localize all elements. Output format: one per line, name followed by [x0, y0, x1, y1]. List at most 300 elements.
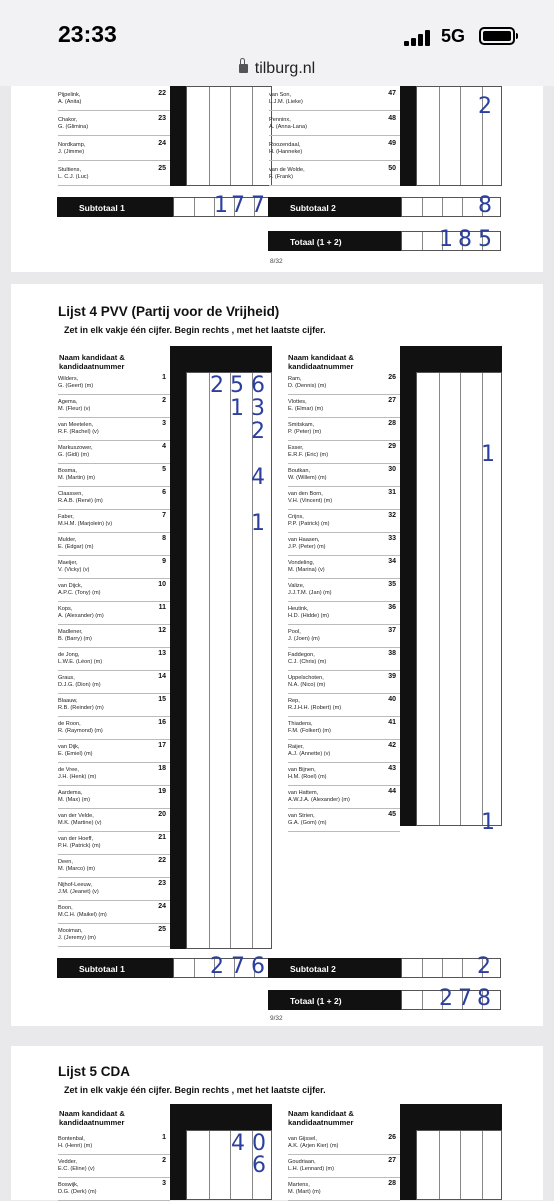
candidate-row — [288, 556, 400, 579]
candidate-row — [288, 1155, 400, 1178]
candidate-number: 32 — [388, 512, 396, 519]
candidate-surname: Vedder, — [58, 1159, 77, 1165]
candidate-initials: L. C.J. (Luc) — [58, 174, 89, 181]
vote-column-black — [170, 346, 186, 949]
candidate-surname: Raijer, — [288, 744, 304, 750]
candidate-row — [288, 487, 400, 510]
candidate-surname: Heutink, — [288, 606, 309, 612]
candidate-number: 1 — [162, 1134, 166, 1141]
candidate-row — [269, 163, 400, 186]
candidate-row — [288, 602, 400, 625]
candidate-initials: A. (Anita) — [58, 99, 82, 106]
candidate-initials: M.C.H. (Maikel) (m) — [58, 912, 107, 919]
candidate-name — [288, 514, 383, 529]
candidate-initials: J.H. (Henk) (m) — [58, 774, 97, 781]
candidate-initials: R.A.B. (René) (m) — [58, 498, 103, 505]
candidate-number: 35 — [388, 581, 396, 588]
candidate-name — [58, 468, 153, 483]
candidate-number: 21 — [158, 834, 166, 841]
vote-boxes-right — [416, 372, 502, 826]
total-label: Totaal (1 + 2) — [268, 231, 401, 251]
candidate-name — [58, 1136, 153, 1151]
candidate-row — [288, 441, 400, 464]
battery-icon — [479, 27, 515, 45]
candidate-initials: B. (Barry) (m) — [58, 636, 92, 643]
candidate-row — [288, 648, 400, 671]
candidate-name — [58, 583, 153, 598]
candidate-initials: F. (Frank) — [269, 174, 293, 181]
candidate-row — [288, 579, 400, 602]
candidate-row — [288, 1132, 400, 1155]
candidate-number: 49 — [388, 140, 396, 147]
candidate-name — [288, 698, 383, 713]
handwritten-digit: 3 — [251, 396, 265, 421]
candidate-initials: P.H. (Patrick) (m) — [58, 843, 101, 850]
candidate-surname: Agema, — [58, 399, 78, 405]
candidate-surname: Faddegon, — [288, 652, 315, 658]
candidate-surname: Nijhof-Leeuw, — [58, 882, 92, 888]
instruction-text: Zet in elk vakje één cijfer. Begin rechts , met het laatste cijfer. — [64, 1085, 326, 1095]
candidate-number: 6 — [162, 489, 166, 496]
candidate-surname: Kops, — [58, 606, 73, 612]
candidate-row — [288, 740, 400, 763]
candidate-number: 13 — [158, 650, 166, 657]
candidate-initials: E.R.F. (Eric) (m) — [288, 452, 329, 459]
vote-header-black — [400, 346, 502, 372]
subtotal-1-label: Subtotaal 1 — [57, 197, 173, 217]
candidate-surname: Uppelschoten, — [288, 675, 324, 681]
candidate-number: 37 — [388, 627, 396, 634]
candidate-initials: D. (Dennis) (m) — [288, 383, 327, 390]
candidate-surname: Goudriaan, — [288, 1159, 316, 1165]
candidate-surname: van Bijnen, — [288, 767, 316, 773]
candidate-initials: E.C. (Eline) (v) — [58, 1166, 95, 1173]
candidate-initials: L.H. (Lennard) (m) — [288, 1166, 335, 1173]
candidate-row — [58, 88, 170, 111]
candidate-surname: Rep, — [288, 698, 300, 704]
candidate-row — [58, 487, 170, 510]
candidate-row — [58, 740, 170, 763]
subtotal-1-label: Subtotaal 1 — [57, 958, 173, 978]
candidate-initials: W. (Willem) (m) — [288, 475, 327, 482]
candidate-number: 43 — [388, 765, 396, 772]
candidate-initials: M. (Mart) (m) — [288, 1189, 321, 1196]
candidate-surname: Crijns, — [288, 514, 304, 520]
candidate-name — [288, 606, 383, 621]
handwritten-digit: 4 — [251, 465, 265, 490]
candidate-name — [288, 767, 383, 782]
candidate-row — [58, 418, 170, 441]
candidate-name — [58, 560, 153, 575]
candidate-row — [58, 510, 170, 533]
candidate-name — [288, 675, 383, 690]
candidate-row — [58, 625, 170, 648]
candidate-row — [58, 372, 170, 395]
handwritten-digit: 2 — [210, 954, 224, 979]
candidate-number: 23 — [158, 115, 166, 122]
candidate-initials: J.P. (Peter) (m) — [288, 544, 326, 551]
candidate-surname: Aardema, — [58, 790, 83, 796]
candidate-name — [58, 514, 153, 529]
candidate-row — [58, 1155, 170, 1178]
candidate-number: 22 — [158, 90, 166, 97]
candidate-surname: de Roon, — [58, 721, 81, 727]
candidate-row — [288, 418, 400, 441]
candidate-row — [58, 441, 170, 464]
candidate-name — [58, 606, 153, 621]
candidate-surname: Nordkamp, — [58, 142, 86, 148]
candidate-surname: Valize, — [288, 583, 305, 589]
candidate-number: 8 — [162, 535, 166, 542]
candidate-number: 39 — [388, 673, 396, 680]
candidate-number: 16 — [158, 719, 166, 726]
candidate-row — [288, 372, 400, 395]
candidate-surname: Mooiman, — [58, 928, 83, 934]
total-label: Totaal (1 + 2) — [268, 990, 401, 1010]
candidate-row — [58, 113, 170, 136]
handwritten-digit: 8 — [478, 193, 492, 218]
handwritten-digit: 7 — [231, 193, 245, 218]
candidate-initials: M. (Marina) (v) — [288, 567, 325, 574]
candidate-surname: van Hattem, — [288, 790, 319, 796]
candidate-number: 47 — [388, 90, 396, 97]
candidate-surname: Blaauw, — [58, 698, 78, 704]
list-title: Lijst 4 PVV (Partij voor de Vrijheid) — [58, 304, 280, 319]
candidate-name — [288, 629, 383, 644]
candidate-initials: R. (Raymond) (m) — [58, 728, 103, 735]
candidate-number: 11 — [158, 604, 166, 611]
handwritten-digit: 1 — [481, 442, 495, 467]
candidate-name — [58, 629, 153, 644]
vote-header-black — [170, 346, 272, 372]
candidate-surname: Martens, — [288, 1182, 310, 1188]
handwritten-digit: 7 — [458, 986, 472, 1011]
candidate-name — [288, 1159, 383, 1174]
candidate-row — [58, 163, 170, 186]
candidate-row — [58, 809, 170, 832]
candidate-surname: van Meetelen, — [58, 422, 94, 428]
handwritten-digit: 2 — [477, 954, 491, 979]
candidate-initials: R.J.H.H. (Robert) (m) — [288, 705, 342, 712]
candidate-name — [58, 445, 153, 460]
candidate-number: 12 — [158, 627, 166, 634]
candidate-name — [58, 537, 153, 552]
candidate-surname: Esser, — [288, 445, 304, 451]
candidate-row — [58, 395, 170, 418]
handwritten-digit: 5 — [230, 373, 244, 398]
candidate-surname: van der Velde, — [58, 813, 94, 819]
candidate-initials: V. (Vicky) (v) — [58, 567, 90, 574]
candidate-name — [269, 117, 364, 132]
candidate-initials: G.A. (Gom) (m) — [288, 820, 327, 827]
candidate-initials: E. (Edgar) (m) — [58, 544, 94, 551]
candidate-surname: Claassen, — [58, 491, 83, 497]
candidate-initials: M.K. (Martine) (v) — [58, 820, 102, 827]
candidate-initials: M.H.M. (Marjolein) (v) — [58, 521, 113, 528]
candidate-initials: A. (Alexander) (m) — [58, 613, 104, 620]
candidate-number: 34 — [388, 558, 396, 565]
candidate-name — [288, 652, 383, 667]
column-header-right: Naam kandidaat & kandidaatnummer — [288, 353, 354, 372]
candidate-number: 17 — [158, 742, 166, 749]
candidate-row — [58, 1178, 170, 1201]
candidate-surname: Boon, — [58, 905, 73, 911]
candidate-row — [58, 138, 170, 161]
candidate-initials: P. (Peter) (m) — [288, 429, 322, 436]
candidate-surname: van Son, — [269, 92, 292, 98]
candidate-initials: C.J. (Chris) (m) — [288, 659, 327, 666]
candidate-initials: H.M. (Roel) (m) — [288, 774, 327, 781]
handwritten-digit: 5 — [478, 227, 492, 252]
candidate-initials: D.G. (Derk) (m) — [58, 1189, 97, 1196]
candidate-number: 30 — [388, 466, 396, 473]
candidate-name — [58, 836, 153, 851]
candidate-row — [288, 786, 400, 809]
candidate-surname: van Dijck, — [58, 583, 83, 589]
handwritten-digit: 6 — [252, 1153, 266, 1178]
candidate-number: 19 — [158, 788, 166, 795]
candidate-row — [58, 786, 170, 809]
subtotal-2-label: Subtotaal 2 — [268, 958, 401, 978]
candidate-surname: Markuszower, — [58, 445, 93, 451]
candidate-surname: Graus, — [58, 675, 75, 681]
candidate-row — [288, 510, 400, 533]
candidate-row — [58, 648, 170, 671]
candidate-name — [288, 537, 383, 552]
candidate-initials: F.M. (Folkert) (m) — [288, 728, 331, 735]
status-bar — [0, 0, 554, 58]
candidate-number: 26 — [388, 1134, 396, 1141]
clock: 23:33 — [58, 21, 117, 47]
candidate-name — [58, 675, 153, 690]
candidate-number: 10 — [158, 581, 166, 588]
candidate-name — [58, 905, 153, 920]
candidate-surname: van de Wolde, — [269, 167, 305, 173]
candidate-initials: A. (Anna-Lana) — [269, 124, 307, 131]
handwritten-digit: 2 — [210, 373, 224, 398]
candidate-number: 28 — [388, 1180, 396, 1187]
handwritten-digit: 8 — [477, 986, 491, 1011]
candidate-number: 36 — [388, 604, 396, 611]
candidate-initials: L.J.M. (Lieke) — [269, 99, 303, 106]
candidate-name — [58, 376, 153, 391]
column-header-right: Naam kandidaat & kandidaatnummer — [288, 1109, 354, 1128]
candidate-row — [58, 763, 170, 786]
candidate-surname: van Dijk, — [58, 744, 80, 750]
candidate-number: 26 — [388, 374, 396, 381]
network-type: 5G — [441, 26, 466, 46]
handwritten-digit: 7 — [251, 193, 265, 218]
vote-header-black — [400, 1104, 502, 1130]
candidate-number: 1 — [162, 374, 166, 381]
candidate-surname: de Vree, — [58, 767, 79, 773]
candidate-surname: Chakor, — [58, 117, 78, 123]
handwritten-digit: 2 — [478, 94, 492, 119]
candidate-row — [58, 533, 170, 556]
vote-boxes-left — [186, 86, 272, 186]
vote-boxes-left — [186, 372, 272, 949]
candidate-initials: A.K. (Arjen Kier) (m) — [288, 1143, 339, 1150]
vote-boxes-right — [416, 1130, 502, 1200]
candidate-name — [58, 652, 153, 667]
candidate-initials: R.F. (Rachel) (v) — [58, 429, 99, 436]
candidate-name — [58, 813, 153, 828]
candidate-name — [58, 721, 153, 736]
candidate-row — [288, 694, 400, 717]
candidate-number: 31 — [388, 489, 396, 496]
candidate-row — [269, 88, 400, 111]
candidate-initials: H. (Henri) (m) — [58, 1143, 93, 1150]
candidate-name — [58, 790, 153, 805]
url-text: tilburg.nl — [254, 60, 316, 77]
candidate-number: 15 — [158, 696, 166, 703]
candidate-initials: J. (Jimme) — [58, 149, 85, 156]
candidate-number: 7 — [162, 512, 166, 519]
candidate-row — [58, 671, 170, 694]
candidate-initials: D.J.G. (Dion) (m) — [58, 682, 101, 689]
candidate-surname: van der Hoeff, — [58, 836, 94, 842]
ballot-page-9 — [11, 284, 543, 1026]
candidate-surname: van Strien, — [288, 813, 315, 819]
candidate-surname: Penninx, — [269, 117, 291, 123]
candidate-surname: Pijpelink, — [58, 92, 81, 98]
candidate-initials: G. (Gidi) (m) — [58, 452, 90, 459]
candidate-name — [269, 142, 364, 157]
candidate-number: 4 — [162, 443, 166, 450]
candidate-surname: van Haasen, — [288, 537, 320, 543]
candidate-number: 5 — [162, 466, 166, 473]
candidate-surname: Thiadens, — [288, 721, 313, 727]
candidate-number: 9 — [162, 558, 166, 565]
candidate-number: 41 — [388, 719, 396, 726]
candidate-initials: P.P. (Patrick) (m) — [288, 521, 330, 528]
handwritten-digit: 4 — [231, 1131, 245, 1156]
candidate-name — [58, 167, 153, 182]
handwritten-digit: 8 — [458, 227, 472, 252]
candidate-row — [58, 924, 170, 947]
candidate-initials: H. (Hanneke) — [269, 149, 303, 156]
lock-icon — [239, 64, 248, 73]
candidate-initials: G. (Glimina) — [58, 124, 89, 131]
candidate-number: 38 — [388, 650, 396, 657]
vote-header-black — [170, 1104, 272, 1130]
candidate-number: 45 — [388, 811, 396, 818]
candidate-name — [58, 399, 153, 414]
candidate-name — [58, 928, 153, 943]
candidate-initials: A.J. (Annette) (v) — [288, 751, 331, 758]
candidate-number: 27 — [388, 1157, 396, 1164]
candidate-row — [288, 809, 400, 832]
candidate-surname: Stultiens, — [58, 167, 82, 173]
vote-column-black — [170, 86, 186, 186]
candidate-initials: M. (Max) (m) — [58, 797, 91, 804]
candidate-initials: H.D. (Hidde) (m) — [288, 613, 330, 620]
candidate-surname: Bosma, — [58, 468, 77, 474]
page-number: 9/32 — [270, 1015, 283, 1022]
candidate-row — [288, 533, 400, 556]
address-bar[interactable] — [0, 58, 554, 86]
candidate-row — [58, 556, 170, 579]
candidate-initials: M. (Fleur) (v) — [58, 406, 91, 413]
candidate-name — [58, 744, 153, 759]
candidate-initials: E. (Elmar) (m) — [288, 406, 324, 413]
candidate-number: 24 — [158, 903, 166, 910]
candidate-surname: Smitskam, — [288, 422, 315, 428]
candidate-initials: J. (Joen) (m) — [288, 636, 320, 643]
candidate-number: 3 — [162, 420, 166, 427]
candidate-name — [288, 721, 383, 736]
signal-icon — [404, 30, 434, 46]
candidate-surname: Pool, — [288, 629, 301, 635]
candidate-name — [288, 468, 383, 483]
candidate-surname: Vondeling, — [288, 560, 315, 566]
candidate-number: 25 — [158, 165, 166, 172]
candidate-number: 25 — [158, 926, 166, 933]
candidate-row — [58, 855, 170, 878]
vote-column-black — [400, 346, 416, 826]
candidate-row — [58, 1132, 170, 1155]
handwritten-digit: 1 — [214, 193, 228, 218]
candidate-name — [58, 1159, 153, 1174]
candidate-initials: A.W.J.A. (Alexander) (m) — [288, 797, 350, 804]
candidate-initials: J. (Jeremy) (m) — [58, 935, 96, 942]
candidate-row — [58, 878, 170, 901]
candidate-row — [58, 901, 170, 924]
candidate-name — [288, 744, 383, 759]
candidate-number: 3 — [162, 1180, 166, 1187]
candidate-row — [288, 395, 400, 418]
candidate-row — [58, 602, 170, 625]
candidate-row — [288, 1178, 400, 1201]
candidate-name — [58, 92, 153, 107]
candidate-row — [58, 694, 170, 717]
candidate-number: 48 — [388, 115, 396, 122]
candidate-surname: Faber, — [58, 514, 74, 520]
candidate-name — [288, 583, 383, 598]
candidate-name — [288, 376, 383, 391]
candidate-row — [58, 579, 170, 602]
candidate-number: 22 — [158, 857, 166, 864]
page-number: 8/32 — [270, 258, 283, 265]
candidate-surname: Ram, — [288, 376, 302, 382]
candidate-row — [58, 832, 170, 855]
candidate-number: 29 — [388, 443, 396, 450]
candidate-surname: Madlener, — [58, 629, 83, 635]
ballot-page-8 — [11, 86, 543, 272]
candidate-number: 23 — [158, 880, 166, 887]
candidate-number: 50 — [388, 165, 396, 172]
candidate-name — [58, 882, 153, 897]
candidate-surname: Wilders, — [58, 376, 79, 382]
candidate-row — [288, 464, 400, 487]
candidate-initials: J.J.T.M. (Jan) (m) — [288, 590, 332, 597]
candidate-surname: Boswijk, — [58, 1182, 79, 1188]
column-header-left: Naam kandidaat & kandidaatnummer — [59, 353, 125, 372]
candidate-name — [58, 491, 153, 506]
handwritten-digit: 2 — [439, 986, 453, 1011]
candidate-name — [288, 560, 383, 575]
candidate-initials: V.H. (Vincent) (m) — [288, 498, 333, 505]
candidate-number: 14 — [158, 673, 166, 680]
handwritten-digit: 1 — [481, 810, 495, 835]
candidate-name — [58, 142, 153, 157]
handwritten-digit: 6 — [251, 373, 265, 398]
candidate-initials: J.M. (Jeanet) (v) — [58, 889, 99, 896]
candidate-surname: Maeijer, — [58, 560, 78, 566]
candidate-number: 27 — [388, 397, 396, 404]
candidate-surname: Roozendaal, — [269, 142, 301, 148]
candidate-number: 20 — [158, 811, 166, 818]
